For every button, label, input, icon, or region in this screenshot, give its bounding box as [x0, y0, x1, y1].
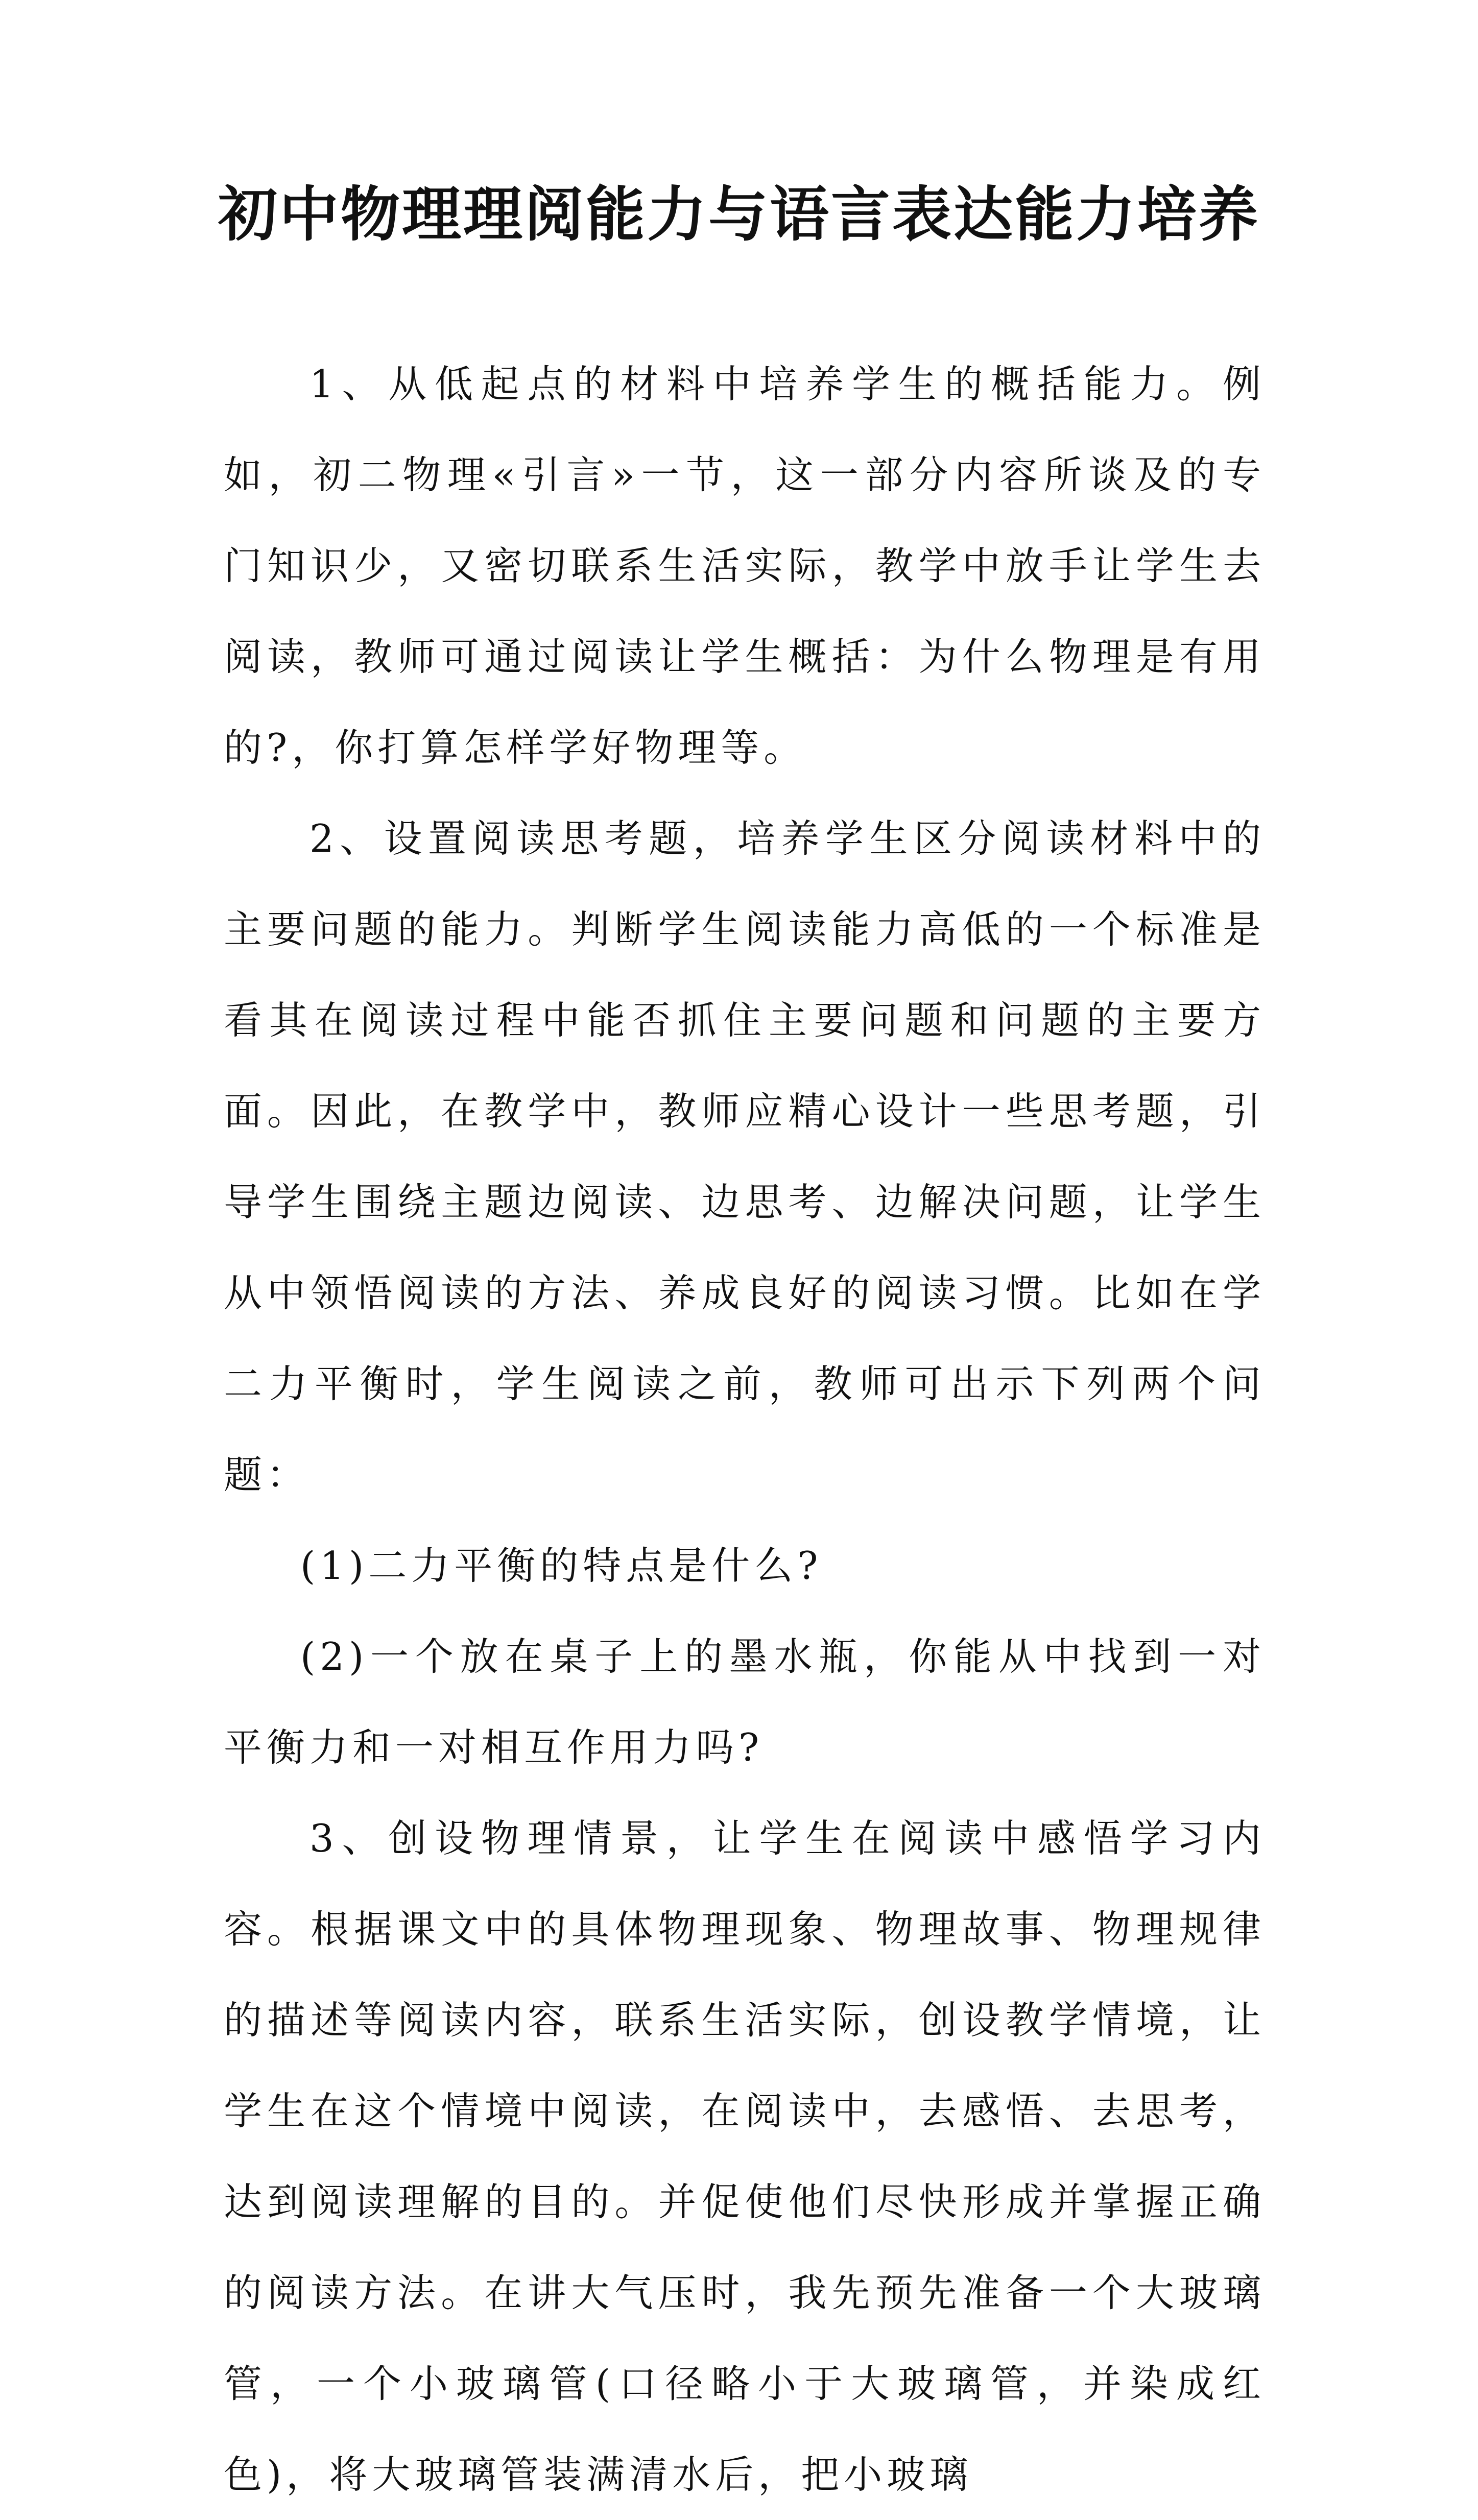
paragraph-1: 1、从低起点的材料中培养学生的概括能力。例如，初二物理«引言»一节，这一部分内容所谈及的专门知识少，又密切联系生活实际，教学中放手让学生去阅读，教师可通过阅读让学生概括：为什么物理是有用的?，你打算怎样学好物理等。 — [224, 362, 1266, 770]
question-1: (1)二力平衡的特点是什么? — [300, 1543, 823, 1588]
document-title: 初中物理理阅能力与语言表达能力培养 — [218, 180, 1260, 249]
question-2: (2)一个放在桌子上的墨水瓶，你能从中找到一对平衡力和一对相互作用力吗? — [224, 1634, 1266, 1770]
paragraph-2: 2、设置阅读思考题，培养学生区分阅读材料中的主要问题的能力。判断学生阅读能力高低的一个标准是看其在阅读过程中能否抓住主要问题和问题的主要方面。因此，在教学中，教师应精心设计一些思考题，引导学生围绕主题边阅读、边思考、边解决问题，让学生从中领悟阅读的方法、养成良好的阅读习惯。比如在学二力平衡时，学生阅读之前，教师可出示下列两个问题： — [224, 816, 1266, 1497]
document-body — [224, 339, 1266, 2520]
paragraph-3: 3、创设物理情景，让学生在阅读中感悟学习内容。根据课文中的具体物理现象、物理故事、物理规律的描述等阅读内容，联系生活实际，创设教学情境，让学生在这个情境中阅读，在阅读中，去感悟、去思考，达到阅读理解的目的。并促使他们尽快形成并掌握正确的阅读方法。在讲大气压时，我先预先准备一个大玻璃管，一个小玻璃管(口径略小于大玻璃管，并染成红色)，将大玻璃管装满清水后，把小玻璃 — [224, 1816, 1266, 2497]
